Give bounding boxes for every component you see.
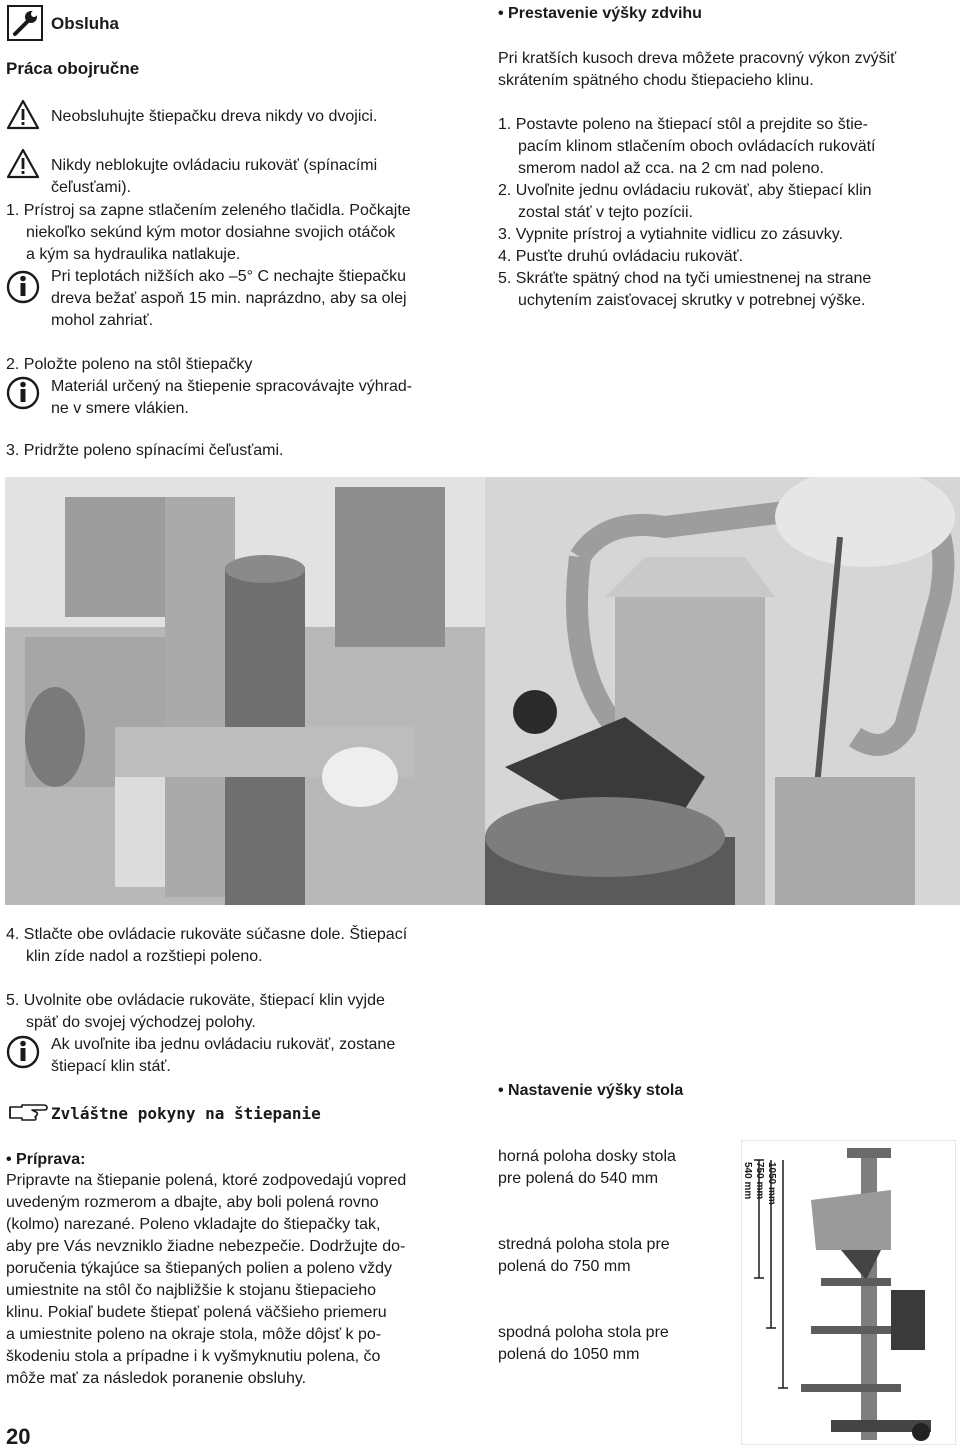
info-icon xyxy=(6,376,40,410)
table-pos-1b: pre polená do 540 mm xyxy=(498,1170,659,1187)
r-step-2b: zostal stáť v tejto pozícii. xyxy=(518,204,693,221)
wrench-icon xyxy=(7,5,43,41)
prep-line: poručenia týkajúce sa štiepaných polien a poleno vždy xyxy=(6,1260,393,1277)
step-1-line-1: 1. Prístroj sa zapne stlačením zeleného tlačidla. Počkajte xyxy=(6,202,411,219)
r-step-5b: uchytením zaisťovacej skrutky v potrebnej výške. xyxy=(518,292,866,309)
stroke-title: • Prestavenie výšky zdvihu xyxy=(498,3,702,24)
splitter-photo xyxy=(5,477,960,905)
info-text-3a: Ak uvoľnite iba jednu ovládaciu rukoväť, zostane xyxy=(51,1036,396,1053)
info-icon xyxy=(6,1035,40,1069)
r-step-1c: smerom nadol až cca. na 2 cm nad poleno. xyxy=(518,160,824,177)
warning-triangle-icon xyxy=(6,99,40,130)
section-title: Obsluha xyxy=(51,14,120,33)
warning-triangle-icon xyxy=(6,148,40,179)
prep-line: škodeniu stola a prípadne i k vyšmyknutiu polena, čo xyxy=(6,1348,381,1365)
step-4-line-1: 4. Stlačte obe ovládacie rukoväte súčasne dole. Štiepací xyxy=(6,926,408,943)
step-5-line-2: späť do svojej východzej polohy. xyxy=(26,1014,256,1031)
step-1-line-2: niekoľko sekúnd kým motor dosiahne svojich otáčok xyxy=(26,224,396,241)
table-pos-2a: stredná poloha stola pre xyxy=(498,1236,670,1253)
step-3: 3. Pridržte poleno spínacími čeľusťami. xyxy=(6,442,284,459)
stroke-intro-2: skrátením spätného chodu štiepacieho klinu. xyxy=(498,72,814,89)
prep-line: klinu. Pokiaľ budete štiepať polená väčšieho priemeru xyxy=(6,1304,387,1321)
table-pos-3b: polená do 1050 mm xyxy=(498,1346,640,1363)
prep-line: môže mať za následok poranenie obsluhy. xyxy=(6,1370,307,1387)
page-number: 20 xyxy=(6,1424,31,1449)
info-text-1b: dreva bežať aspoň 15 min. naprázdno, aby sa olej xyxy=(51,290,407,307)
step-2-line-1: 2. Položte poleno na stôl štiepačky xyxy=(6,356,253,373)
r-step-1b: pacím klinom stlačením oboch ovládacích rukovätí xyxy=(518,138,876,155)
step-5-line-1: 5. Uvolnite obe ovládacie rukoväte, štiepací klin vyjde xyxy=(6,992,385,1009)
r-step-3: 3. Vypnite prístroj a vytiahnite vidlicu zo zásuvky. xyxy=(498,226,844,243)
stroke-intro-1: Pri kratších kusoch dreva môžete pracovný výkon zvýšiť xyxy=(498,50,897,67)
prep-title: • Príprava: xyxy=(6,1149,85,1170)
prep-line: Pripravte na štiepanie polená, ktoré zodpovedajú vopred xyxy=(6,1172,407,1189)
prep-line: aby pre Vás nevzniklo žiadne nebezpečie. Dodržujte do- xyxy=(6,1238,406,1255)
table-pos-3a: spodná poloha stola pre xyxy=(498,1324,669,1341)
r-step-5a: 5. Skráťte spätný chod na tyči umiestnenej na strane xyxy=(498,270,872,287)
dim-540: 540 mm xyxy=(742,1162,753,1200)
r-step-1a: 1. Postavte poleno na štiepací stôl a prejdite so štie- xyxy=(498,116,868,133)
prep-line: uvedeným rozmerom a dbajte, aby boli polená rovno xyxy=(6,1194,379,1211)
info-text-1c: mohol zahriať. xyxy=(51,312,154,329)
warning-text-1: Neobsluhujte štiepačku dreva nikdy vo dvojici. xyxy=(51,108,378,125)
info-text-3b: štiepací klin stáť. xyxy=(51,1058,171,1075)
table-height-title: • Nastavenie výšky stola xyxy=(498,1080,683,1101)
prep-line: a umiestnite poleno na okraje stola, môže dôjsť k po- xyxy=(6,1326,382,1343)
r-step-2a: 2. Uvoľnite jednu ovládaciu rukoväť, aby štiepací klin xyxy=(498,182,872,199)
warning-text-2: Nikdy neblokujte ovládaciu rukoväť (spínacími xyxy=(51,157,378,174)
table-height-photo xyxy=(741,1140,956,1445)
dim-1050: 1050 mm xyxy=(766,1162,777,1205)
pointing-hand-icon xyxy=(8,1101,48,1123)
prep-line: (kolmo) narezané. Poleno vkladajte do štiepačky tak, xyxy=(6,1216,381,1233)
special-title: Zvláštne pokyny na štiepanie xyxy=(51,1104,321,1123)
info-icon xyxy=(6,270,40,304)
info-text-2a: Materiál určený na štiepenie spracovávajte výhrad- xyxy=(51,378,413,395)
info-text-2b: ne v smere vlákien. xyxy=(51,400,189,417)
r-step-4: 4. Pusťte druhú ovládaciu rukoväť. xyxy=(498,248,744,265)
info-text-1a: Pri teplotách nižších ako –5° C nechajte štiepačku xyxy=(51,268,407,285)
prep-line: umiestnite na stôl čo najbližšie k stojanu štiepacieho xyxy=(6,1282,376,1299)
step-4-line-2: klin zíde nadol a rozštiepi poleno. xyxy=(26,948,263,965)
table-pos-1a: horná poloha dosky stola xyxy=(498,1148,676,1165)
subtitle: Práca obojručne xyxy=(6,59,140,78)
step-1-line-3: a kým sa hydraulika natlakuje. xyxy=(26,246,241,263)
table-pos-2b: polená do 750 mm xyxy=(498,1258,631,1275)
dim-750: 750 mm xyxy=(754,1162,765,1200)
warning-text-2b: čeľusťami). xyxy=(51,179,132,196)
